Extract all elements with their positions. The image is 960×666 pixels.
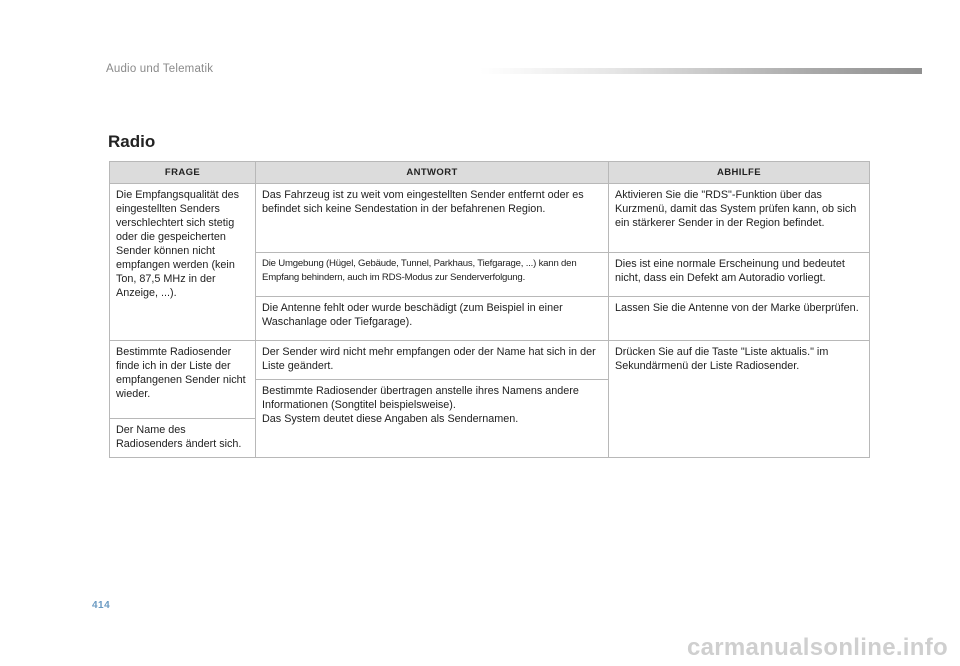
- answer-cell: Das Fahrzeug ist zu weit vom eingestellten Sender entfernt oder es befindet sich keine Sendestation in der befahrenen Region.: [256, 184, 609, 253]
- answer-cell: Die Antenne fehlt oder wurde beschädigt (zum Beispiel in einer Waschanlage oder Tiefgarage).: [256, 297, 609, 341]
- page-number: 414: [92, 600, 111, 611]
- column-header-frage: FRAGE: [110, 162, 256, 184]
- remedy-cell: Dies ist eine normale Erscheinung und bedeutet nicht, dass ein Defekt am Autoradio vorliegt.: [609, 253, 870, 297]
- remedy-cell: Lassen Sie die Antenne von der Marke überprüfen.: [609, 297, 870, 341]
- watermark: carmanualsonline.info: [686, 634, 948, 661]
- question-cell: Der Name des Radiosenders ändert sich.: [110, 419, 256, 458]
- answer-line: Das System deutet diese Angaben als Sendernamen.: [262, 413, 519, 425]
- remedy-cell: Aktivieren Sie die "RDS"-Funktion über das Kurzmenü, damit das System prüfen kann, ob sich ein stärkerer Sender in der Region befindet.: [609, 184, 870, 253]
- column-header-abhilfe: ABHILFE: [609, 162, 870, 184]
- remedy-cell: Drücken Sie auf die Taste "Liste aktualis." im Sekundärmenü der Liste Radiosender.: [609, 341, 870, 458]
- question-cell: Die Empfangsqualität des eingestellten Senders verschlechtert sich stetig oder die gespeicherten Sender können nicht empfangen werden (kein Ton, 87,5 MHz in der Anzeige, ...).: [110, 184, 256, 341]
- column-header-antwort: ANTWORT: [256, 162, 609, 184]
- answer-cell: Der Sender wird nicht mehr empfangen oder der Name hat sich in der Liste geändert.: [256, 341, 609, 380]
- table-row: [110, 184, 870, 253]
- header-title: Audio und Telematik: [106, 63, 214, 75]
- question-cell: Bestimmte Radiosender finde ich in der Liste der empfangenen Sender nicht wieder.: [110, 341, 256, 419]
- section-title: Radio: [108, 132, 156, 151]
- table-row: [110, 341, 870, 380]
- answer-cell: Die Umgebung (Hügel, Gebäude, Tunnel, Parkhaus, Tiefgarage, ...) kann den Empfang behindern, auch im RDS-Modus zur Senderverfolgung.: [256, 253, 609, 297]
- troubleshooting-table: [109, 161, 870, 458]
- answer-line: Bestimmte Radiosender übertragen anstelle ihres Namens andere Informationen (Songtitel beispielsweise).: [262, 385, 579, 411]
- answer-cell: [256, 380, 609, 458]
- table-header-row: [110, 162, 870, 184]
- header-rule: [480, 68, 922, 74]
